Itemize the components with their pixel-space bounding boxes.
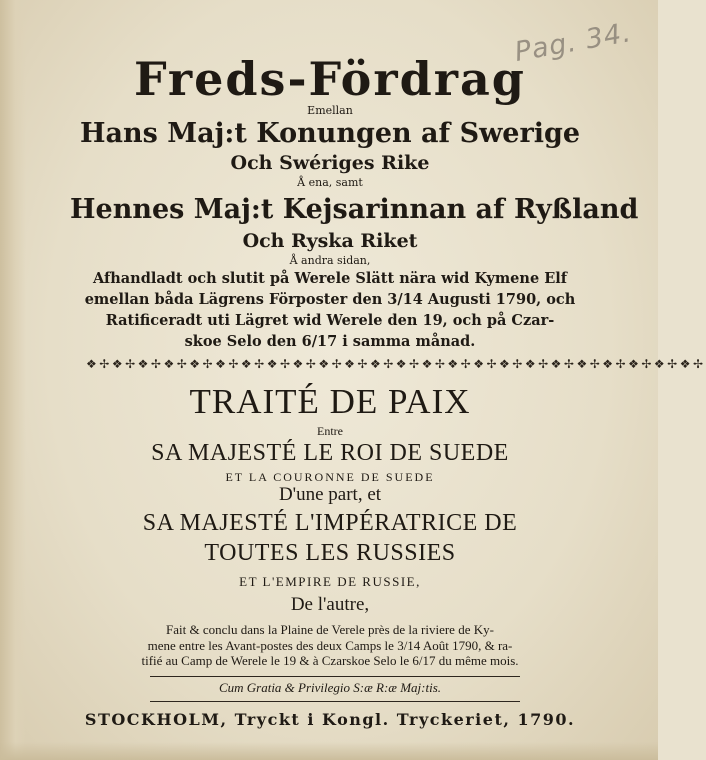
french-party1-realm: ET LA COURONNE DE SUEDE — [225, 470, 435, 484]
swedish-between: Emellan — [307, 104, 353, 117]
french-title: TRAITÉ DE PAIX — [189, 382, 471, 421]
swedish-body-line: skoe Selo den 6/17 i samma månad. — [184, 333, 476, 350]
french-party1: SA MAJESTÉ LE ROI DE SUEDE — [151, 440, 509, 466]
rule-top — [150, 676, 520, 677]
swedish-body-line: Ratificeradt uti Lägret wid Werele den 19, och på Czar- — [105, 312, 555, 329]
french-one-side: D'une part, et — [278, 484, 382, 505]
swedish-body-line: Afhandladt och slutit på Werele Slätt nära wid Kymene Elf — [92, 270, 568, 287]
swedish-title: Freds-Fördrag — [134, 52, 526, 106]
privilege-line: Cum Gratia & Privilegio S:æ R:æ Maj:tis. — [218, 680, 442, 695]
french-body-line: mene entre les Avant-postes des deux Camps le 3/14 Août 1790, & ra- — [147, 638, 513, 653]
swedish-party2: Hennes Maj:t Kejsarinnan af Ryßland — [70, 194, 639, 225]
page-edge-shadow — [0, 0, 26, 760]
handwritten-annotation: Pag. 34. — [512, 17, 634, 69]
french-party2-line2: TOUTES LES RUSSIES — [204, 540, 456, 566]
swedish-party1-realm: Och Swériges Rike — [230, 152, 430, 174]
french-other-side: De l'autre, — [290, 594, 370, 615]
french-between: Entre — [317, 424, 343, 438]
rule-bottom — [150, 701, 520, 702]
swedish-one-side: Å ena, samt — [297, 176, 363, 189]
french-body-line: tifié au Camp de Werele le 19 & à Czarskoe Selo le 6/17 du même mois. — [141, 653, 519, 668]
page-bottom-shadow — [0, 742, 658, 760]
swedish-other-side: Å andra sidan, — [289, 254, 371, 267]
french-party2-line1: SA MAJESTÉ L'IMPÉRATRICE DE — [142, 510, 518, 536]
swedish-party1: Hans Maj:t Konungen af Swerige — [79, 118, 581, 149]
swedish-body-line: emellan båda Lägrens Förposter den 3/14 Augusti 1790, och — [84, 291, 576, 308]
swedish-party2-realm: Och Ryska Riket — [242, 230, 418, 252]
imprint-line: STOCKHOLM, Tryckt i Kongl. Tryckeriet, 1790. — [84, 710, 576, 729]
french-body-line: Fait & conclu dans la Plaine de Verele près de la riviere de Ky- — [166, 622, 494, 637]
ornamental-divider: ❖✢❖✢❖✢❖✢❖✢❖✢❖✢❖✢❖✢❖✢❖✢❖✢❖✢❖✢❖✢❖✢❖✢❖✢❖✢❖✢❖✢❖✢❖✢❖✢ — [86, 357, 706, 371]
french-party2-realm: ET L'EMPIRE DE RUSSIE, — [239, 574, 421, 589]
